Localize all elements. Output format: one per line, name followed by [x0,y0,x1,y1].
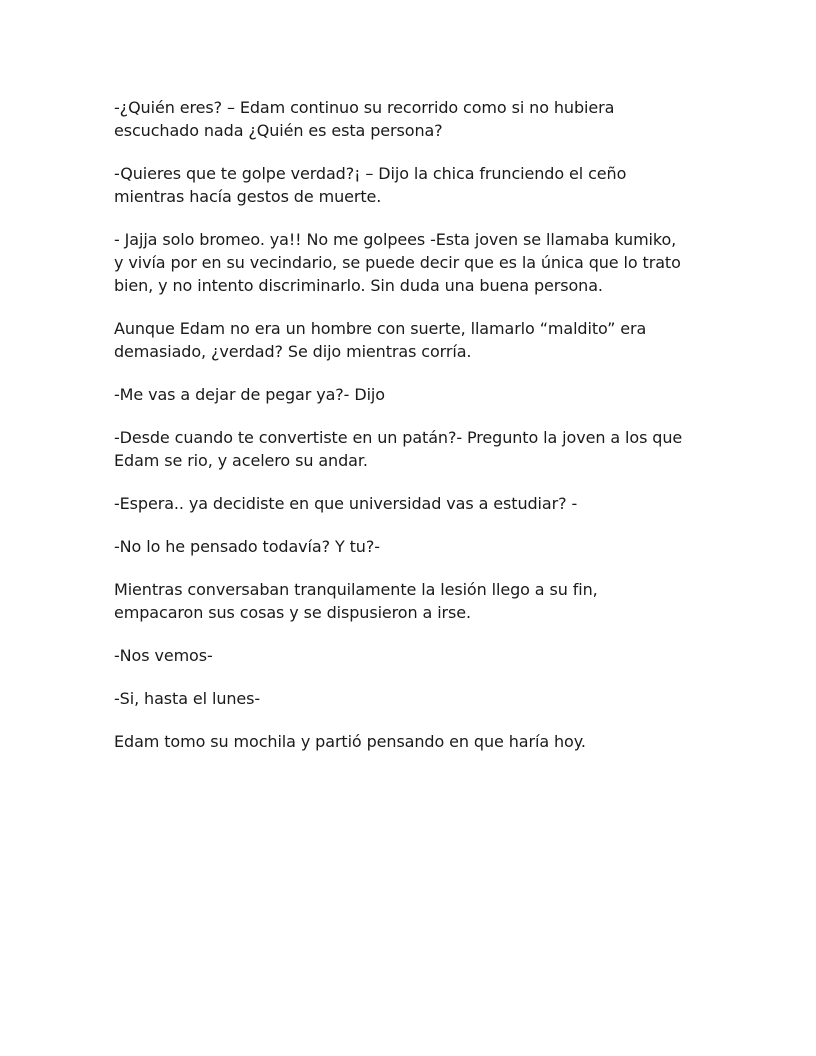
paragraph [114,228,714,297]
paragraph [114,730,714,753]
document-body [114,96,714,773]
paragraph [114,317,714,363]
text-line: -Me vas a dejar de pegar ya?- Dijo [114,385,385,404]
paragraph [114,644,714,667]
text-line: y vivía por en su vecindario, se puede decir que es la única que lo trato [114,253,681,272]
text-line: bien, y no intento discriminarlo. Sin duda una buena persona. [114,276,603,295]
text-line: -Quieres que te golpe verdad?¡ – Dijo la chica frunciendo el ceño [114,164,627,183]
paragraph [114,96,714,142]
paragraph [114,426,714,472]
text-line: escuchado nada ¿Quién es esta persona? [114,121,443,140]
paragraph [114,162,714,208]
text-line: - Jajja solo bromeo. ya!! No me golpees -Esta joven se llamaba kumiko, [114,230,677,249]
text-line: -Desde cuando te convertiste en un patán?- Pregunto la joven a los que [114,428,683,447]
text-line: demasiado, ¿verdad? Se dijo mientras corría. [114,342,472,361]
text-line: empacaron sus cosas y se dispusieron a irse. [114,603,471,622]
text-line: -Espera.. ya decidiste en que universidad vas a estudiar? - [114,494,578,513]
paragraph [114,492,714,515]
text-line: -¿Quién eres? – Edam continuo su recorrido como si no hubiera [114,98,615,117]
paragraph [114,383,714,406]
text-line: -Nos vemos- [114,646,213,665]
text-line: -No lo he pensado todavía? Y tu?- [114,537,380,556]
text-line: Mientras conversaban tranquilamente la lesión llego a su fin, [114,580,598,599]
text-line: -Si, hasta el lunes- [114,689,261,708]
text-line: Edam tomo su mochila y partió pensando en que haría hoy. [114,732,586,751]
text-line: Aunque Edam no era un hombre con suerte, llamarlo “maldito” era [114,319,647,338]
text-line: mientras hacía gestos de muerte. [114,187,382,206]
paragraph [114,578,714,624]
paragraph [114,535,714,558]
paragraph [114,687,714,710]
text-line: Edam se rio, y acelero su andar. [114,451,368,470]
